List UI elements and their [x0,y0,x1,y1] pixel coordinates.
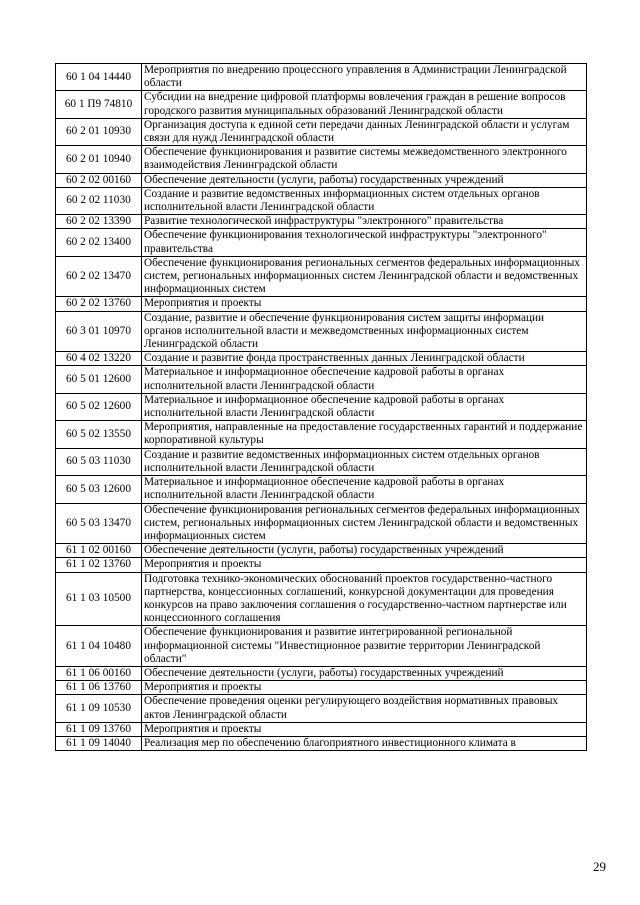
table-row [56,297,587,311]
table-row [56,366,587,393]
table-row [56,695,587,722]
row-name: Создание и развитие ведомственных информационных систем отдельных органов исполнительной власти Ленинградской области [142,187,587,214]
table-row [56,311,587,352]
table-row [56,626,587,667]
row-code: 60 2 01 10940 [56,146,142,173]
row-name: Мероприятия и проекты [142,681,587,695]
row-name: Обеспечение функционирования региональных сегментов федеральных информационных систем, региональных информационных систем Ленинградской области и ведомственных информационных систем [142,256,587,297]
row-code: 60 4 02 13220 [56,352,142,366]
row-name: Создание и развитие фонда пространственных данных Ленинградской области [142,352,587,366]
row-code: 61 1 06 00160 [56,666,142,680]
row-code: 61 1 03 10500 [56,572,142,626]
row-code: 61 1 09 10530 [56,695,142,722]
row-code: 60 2 02 13470 [56,256,142,297]
table-row [56,393,587,420]
table-row [56,666,587,680]
table-row [56,118,587,145]
row-name: Создание и развитие ведомственных информационных систем отдельных органов исполнительной власти Ленинградской области [142,448,587,475]
row-name: Развитие технологической инфраструктуры "электронного" правительства [142,215,587,229]
table-row [56,215,587,229]
row-name: Материальное и информационное обеспечение кадровой работы в органах исполнительной власти Ленинградской области [142,476,587,503]
row-name: Материальное и информационное обеспечение кадровой работы в органах исполнительной власти Ленинградской области [142,393,587,420]
row-code: 60 5 02 12600 [56,393,142,420]
row-name: Обеспечение проведения оценки регулирующего воздействия нормативных правовых актов Ленинградской области [142,695,587,722]
row-code: 60 2 02 13400 [56,229,142,256]
row-name: Обеспечение деятельности (услуги, работы) государственных учреждений [142,666,587,680]
table-row [56,476,587,503]
row-name: Организация доступа к единой сети передачи данных Ленинградской области и услугам связи для нужд Ленинградской области [142,118,587,145]
row-name: Обеспечение деятельности (услуги, работы) государственных учреждений [142,173,587,187]
table-row [56,722,587,736]
row-name: Материальное и информационное обеспечение кадровой работы в органах исполнительной власти Ленинградской области [142,366,587,393]
budget-code-table [55,63,587,751]
table-row [56,736,587,750]
row-code: 60 2 02 11030 [56,187,142,214]
table-row [56,544,587,558]
row-name: Мероприятия по внедрению процессного управления в Администрации Ленинградской области [142,64,587,91]
row-code: 61 1 04 10480 [56,626,142,667]
table-row [56,187,587,214]
table-row [56,421,587,448]
row-code: 60 5 01 12600 [56,366,142,393]
table-body [56,64,587,751]
row-code: 60 5 03 12600 [56,476,142,503]
row-code: 61 1 02 00160 [56,544,142,558]
row-name: Подготовка технико-экономических обоснований проектов государственно-частного партнерства, концессионных соглашений, конкурсной документации для проведения конкурсов на право заключения соглашения о государственно-частном партнерстве или концессионного соглашения [142,572,587,626]
row-code: 60 5 03 13470 [56,503,142,544]
row-name: Обеспечение деятельности (услуги, работы) государственных учреждений [142,544,587,558]
row-name: Мероприятия и проекты [142,558,587,572]
row-code: 60 2 01 10930 [56,118,142,145]
row-code: 60 2 02 13390 [56,215,142,229]
table-row [56,91,587,118]
table-row [56,352,587,366]
table-row [56,146,587,173]
row-code: 61 1 09 13760 [56,722,142,736]
row-code: 60 5 03 11030 [56,448,142,475]
row-name: Обеспечение функционирования региональных сегментов федеральных информационных систем, региональных информационных систем Ленинградской области и ведомственных информационных систем [142,503,587,544]
table-row [56,572,587,626]
table-row [56,681,587,695]
row-code: 60 1 04 14440 [56,64,142,91]
row-code: 60 3 01 10970 [56,311,142,352]
table-row [56,256,587,297]
row-code: 61 1 09 14040 [56,736,142,750]
row-code: 60 2 02 13760 [56,297,142,311]
row-name: Создание, развитие и обеспечение функционирования систем защиты информации органов исполнительной власти и межведомственных информационных систем Ленинградской области [142,311,587,352]
row-name: Обеспечение функционирования технологической инфраструктуры "электронного" правительства [142,229,587,256]
row-name: Мероприятия, направленные на предоставление государственных гарантий и поддержание корпоративной культуры [142,421,587,448]
row-code: 60 2 02 00160 [56,173,142,187]
row-code: 61 1 06 13760 [56,681,142,695]
row-code: 60 1 П9 74810 [56,91,142,118]
table-row [56,229,587,256]
page-number: 29 [593,859,606,874]
table-row [56,448,587,475]
row-name: Реализация мер по обеспечению благоприятного инвестиционного климата в [142,736,587,750]
table-row [56,503,587,544]
row-name: Мероприятия и проекты [142,297,587,311]
table-row [56,558,587,572]
row-name: Субсидии на внедрение цифровой платформы вовлечения граждан в решение вопросов городского развития муниципальных образований Ленинградской области [142,91,587,118]
table-row [56,64,587,91]
row-code: 61 1 02 13760 [56,558,142,572]
table-row [56,173,587,187]
row-name: Обеспечение функционирования и развитие интегрированной региональной информационной системы "Инвестиционное развитие территории Ленинградской области" [142,626,587,667]
row-name: Мероприятия и проекты [142,722,587,736]
row-name: Обеспечение функционирования и развитие системы межведомственного электронного взаимодействия Ленинградской области [142,146,587,173]
row-code: 60 5 02 13550 [56,421,142,448]
